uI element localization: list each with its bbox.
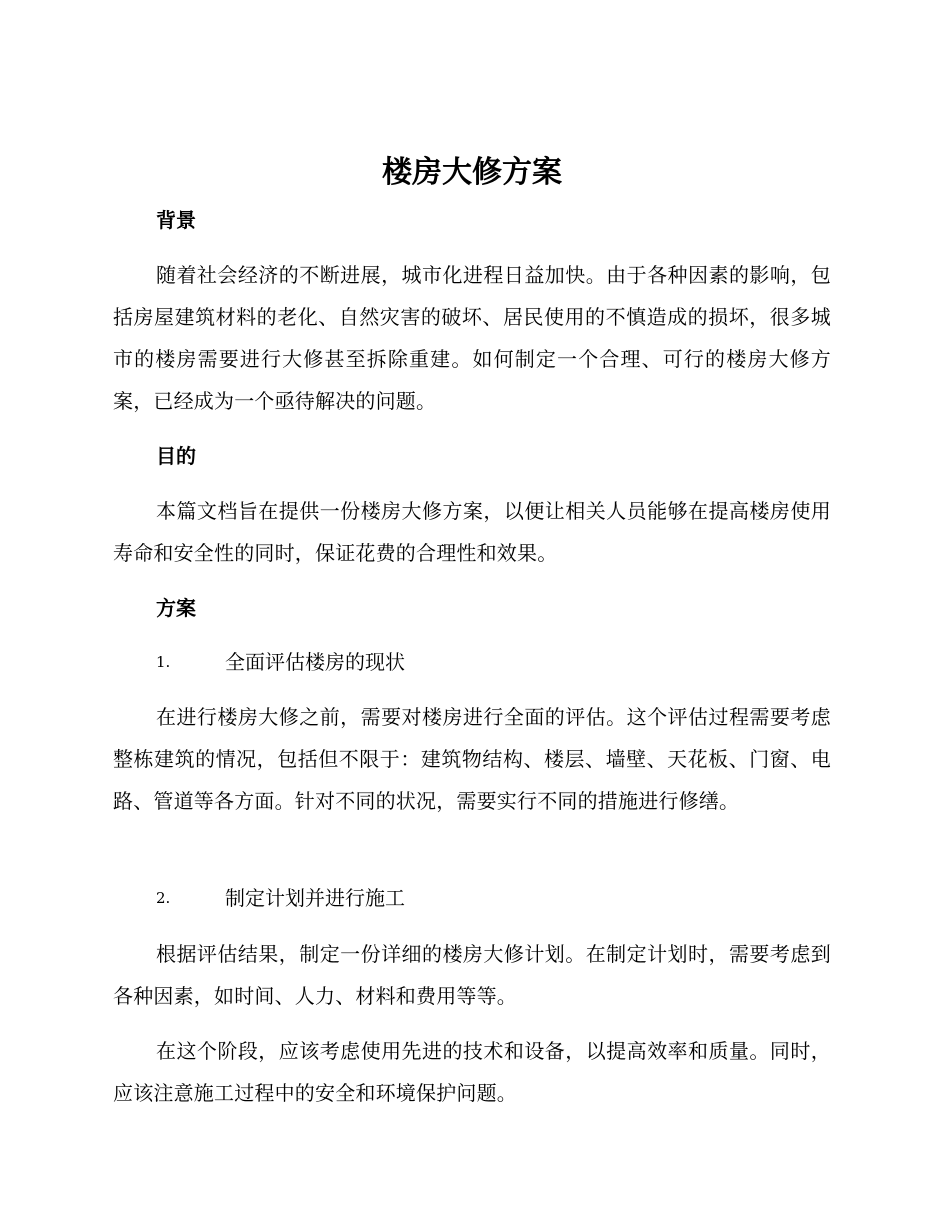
paragraph-background: 随着社会经济的不断进展，城市化进程日益加快。由于各种因素的影响，包括房屋建筑材料的老化、自然灾害的破坏、居民使用的不慎造成的损坏，很多城市的楼房需要进行大修甚至拆除重建。如何制定一个合理、可行的楼房大修方案，已经成为一个亟待解决的问题。 xyxy=(113,263,831,413)
list-item-title: 制定计划并进行施工 xyxy=(225,886,405,910)
list-item-title: 全面评估楼房的现状 xyxy=(225,650,405,674)
heading-purpose: 目的 xyxy=(156,444,196,468)
document-title: 楼房大修方案 xyxy=(382,155,562,190)
paragraph-purpose: 本篇文档旨在提供一份楼房大修方案，以便让相关人员能够在提高楼房使用寿命和安全性的同时，保证花费的合理性和效果。 xyxy=(113,499,831,565)
paragraph-plan-2a: 根据评估结果，制定一份详细的楼房大修计划。在制定计划时，需要考虑到各种因素，如时间、人力、材料和费用等等。 xyxy=(113,942,831,1008)
heading-plan: 方案 xyxy=(156,596,196,620)
paragraph-plan-2b: 在这个阶段，应该考虑使用先进的技术和设备，以提高效率和质量。同时，应该注意施工过程中的安全和环境保护问题。 xyxy=(113,1039,831,1105)
list-number: 2. xyxy=(156,889,171,907)
heading-background: 背景 xyxy=(156,208,196,232)
list-number: 1. xyxy=(156,653,171,671)
paragraph-plan-1: 在进行楼房大修之前，需要对楼房进行全面的评估。这个评估过程需要考虑整栋建筑的情况，包括但不限于：建筑物结构、楼层、墙壁、天花板、门窗、电路、管道等各方面。针对不同的状况，需要实行不同的措施进行修缮。 xyxy=(113,705,831,813)
